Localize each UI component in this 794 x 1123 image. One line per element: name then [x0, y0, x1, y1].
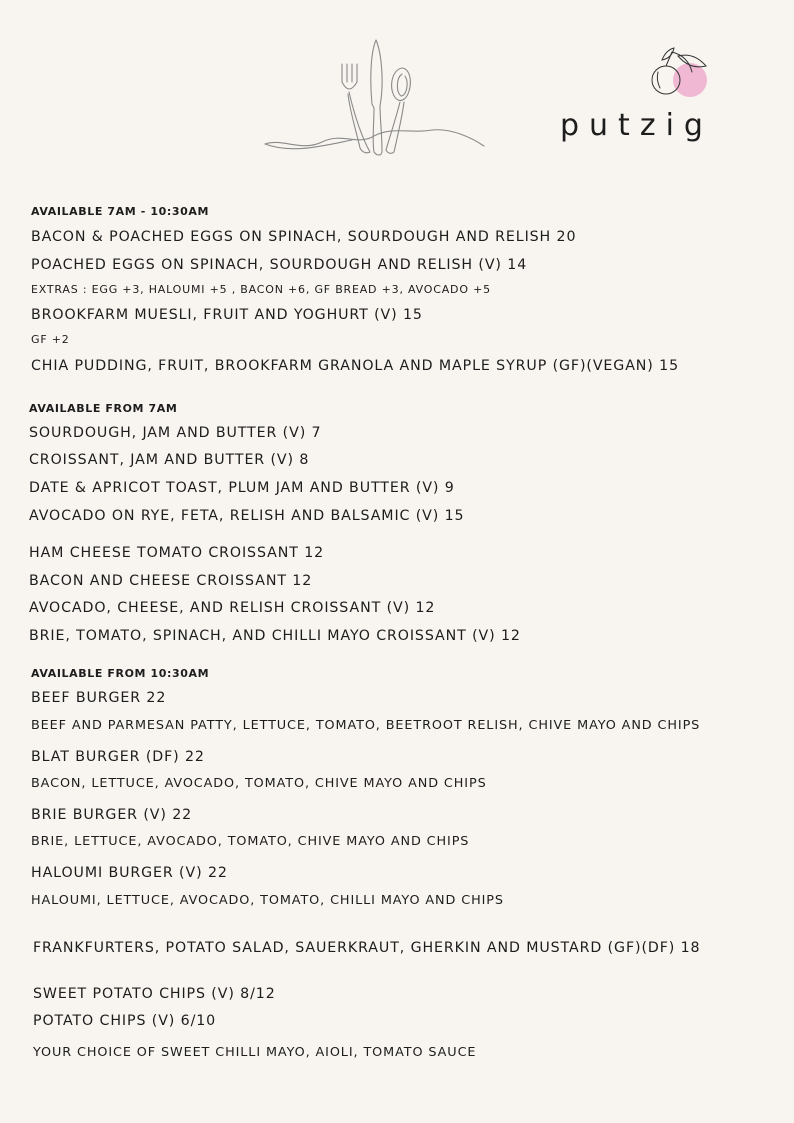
brand-logo: [560, 44, 730, 154]
menu-item: SWEET POTATO CHIPS (V) 8/12: [33, 986, 276, 1002]
menu-item: BROOKFARM MUESLI, FRUIT AND YOGHURT (V) 15: [31, 307, 423, 323]
section-heading-breakfast: AVAILABLE 7AM - 10:30AM: [31, 205, 210, 218]
cutlery-icon: [262, 34, 488, 160]
menu-item: AVOCADO ON RYE, FETA, RELISH AND BALSAMIC (V) 15: [29, 508, 465, 524]
menu-item-description: BEEF AND PARMESAN PATTY, LETTUCE, TOMATO, BEETROOT RELISH, CHIVE MAYO AND CHIPS: [31, 718, 701, 733]
section-heading-lunch: AVAILABLE FROM 10:30AM: [31, 667, 210, 680]
menu-item: CROISSANT, JAM AND BUTTER (V) 8: [29, 452, 310, 468]
menu-item-description: BACON, LETTUCE, AVOCADO, TOMATO, CHIVE MAYO AND CHIPS: [31, 776, 487, 791]
menu-item: DATE & APRICOT TOAST, PLUM JAM AND BUTTER (V) 9: [29, 480, 455, 496]
menu-item: BEEF BURGER 22: [31, 690, 167, 706]
menu-item: HAM CHEESE TOMATO CROISSANT 12: [29, 545, 325, 561]
menu-item-description: HALOUMI, LETTUCE, AVOCADO, TOMATO, CHILLI MAYO AND CHIPS: [31, 893, 504, 908]
peach-icon: [638, 44, 718, 104]
menu-item: BRIE BURGER (V) 22: [31, 807, 193, 823]
menu-item: BACON AND CHEESE CROISSANT 12: [29, 573, 313, 589]
menu-item: POACHED EGGS ON SPINACH, SOURDOUGH AND RELISH (V) 14: [31, 257, 528, 273]
menu-item: AVOCADO, CHEESE, AND RELISH CROISSANT (V) 12: [29, 600, 436, 616]
menu-item-description: YOUR CHOICE OF SWEET CHILLI MAYO, AIOLI, TOMATO SAUCE: [33, 1045, 477, 1060]
menu-extras: EXTRAS : EGG +3, HALOUMI +5 , BACON +6, GF BREAD +3, AVOCADO +5: [31, 283, 491, 296]
menu-item-description: BRIE, LETTUCE, AVOCADO, TOMATO, CHIVE MAYO AND CHIPS: [31, 834, 470, 849]
menu-item: BLAT BURGER (DF) 22: [31, 749, 205, 765]
menu-item: CHIA PUDDING, FRUIT, BROOKFARM GRANOLA AND MAPLE SYRUP (GF)(VEGAN) 15: [31, 358, 680, 374]
menu-item: SOURDOUGH, JAM AND BUTTER (V) 7: [29, 425, 322, 441]
menu-item: POTATO CHIPS (V) 6/10: [33, 1013, 217, 1029]
brand-name: putzig: [560, 108, 713, 143]
menu-item: HALOUMI BURGER (V) 22: [31, 865, 228, 881]
menu-item: BRIE, TOMATO, SPINACH, AND CHILLI MAYO CROISSANT (V) 12: [29, 628, 521, 644]
menu-item: BACON & POACHED EGGS ON SPINACH, SOURDOUGH AND RELISH 20: [31, 229, 577, 245]
menu-extras: GF +2: [31, 333, 70, 346]
section-heading-all-day: AVAILABLE FROM 7AM: [29, 402, 178, 415]
menu-item: FRANKFURTERS, POTATO SALAD, SAUERKRAUT, GHERKIN AND MUSTARD (GF)(DF) 18: [33, 940, 701, 956]
